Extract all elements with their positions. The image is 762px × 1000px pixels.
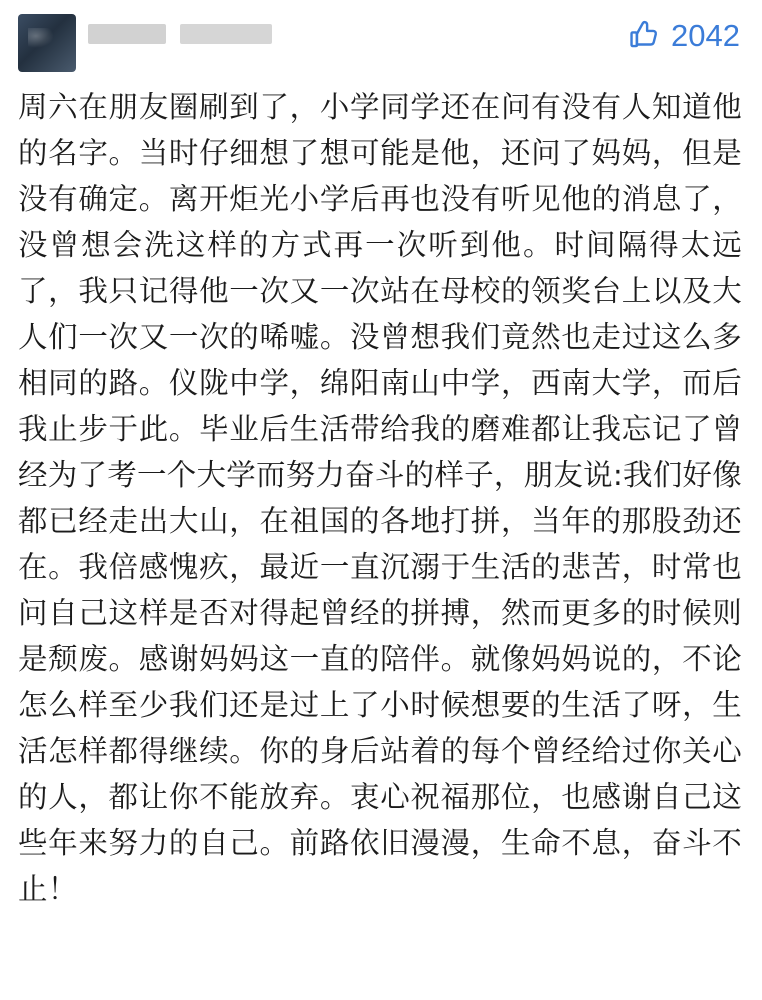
avatar[interactable] [18, 14, 76, 72]
like-count: 2042 [671, 17, 740, 53]
author-name-block[interactable] [88, 14, 286, 44]
comment-text: 周六在朋友圈刷到了，小学同学还在问有没有人知道他的名字。当时仔细想了想可能是他，还问了妈妈，但是没有确定。离开炬光小学后再也没有听见他的消息了，没曾想会洗这样的方式再一次听到他。时间隔得太远了，我只记得他一次又一次站在母校的领奖台上以及大人们一次又一次的唏嘘。没曾想我们竟然也走过这么多相同的路。仪陇中学，绵阳南山中学，西南大学，而后我止步于此。毕业后生活带给我的磨难都让我忘记了曾经为了考一个大学而努力奋斗的样子，朋友说:我们好像都已经走出大山，在祖国的各地打拼，当年的那股劲还在。我倍感愧疚，最近一直沉溺于生活的悲苦，时常也问自己这样是否对得起曾经的拼搏，然而更多的时候则是颓废。感谢妈妈这一直的陪伴。就像妈妈说的，不论怎么样至少我们还是过上了小时候想要的生活了呀，生活怎样都得继续。你的身后站着的每个曾经给过你关心的人，都让你不能放弃。衷心祝福那位，也感谢自己这些年来努力的自己。前路依旧漫漫，生命不息，奋斗不止！ [18, 90, 742, 907]
author-name-redacted-part1 [88, 24, 166, 44]
thumbs-up-icon[interactable] [627, 18, 661, 52]
like-area[interactable] [627, 18, 740, 52]
author-name-redacted-part2 [180, 24, 272, 44]
comment-header [18, 14, 744, 78]
